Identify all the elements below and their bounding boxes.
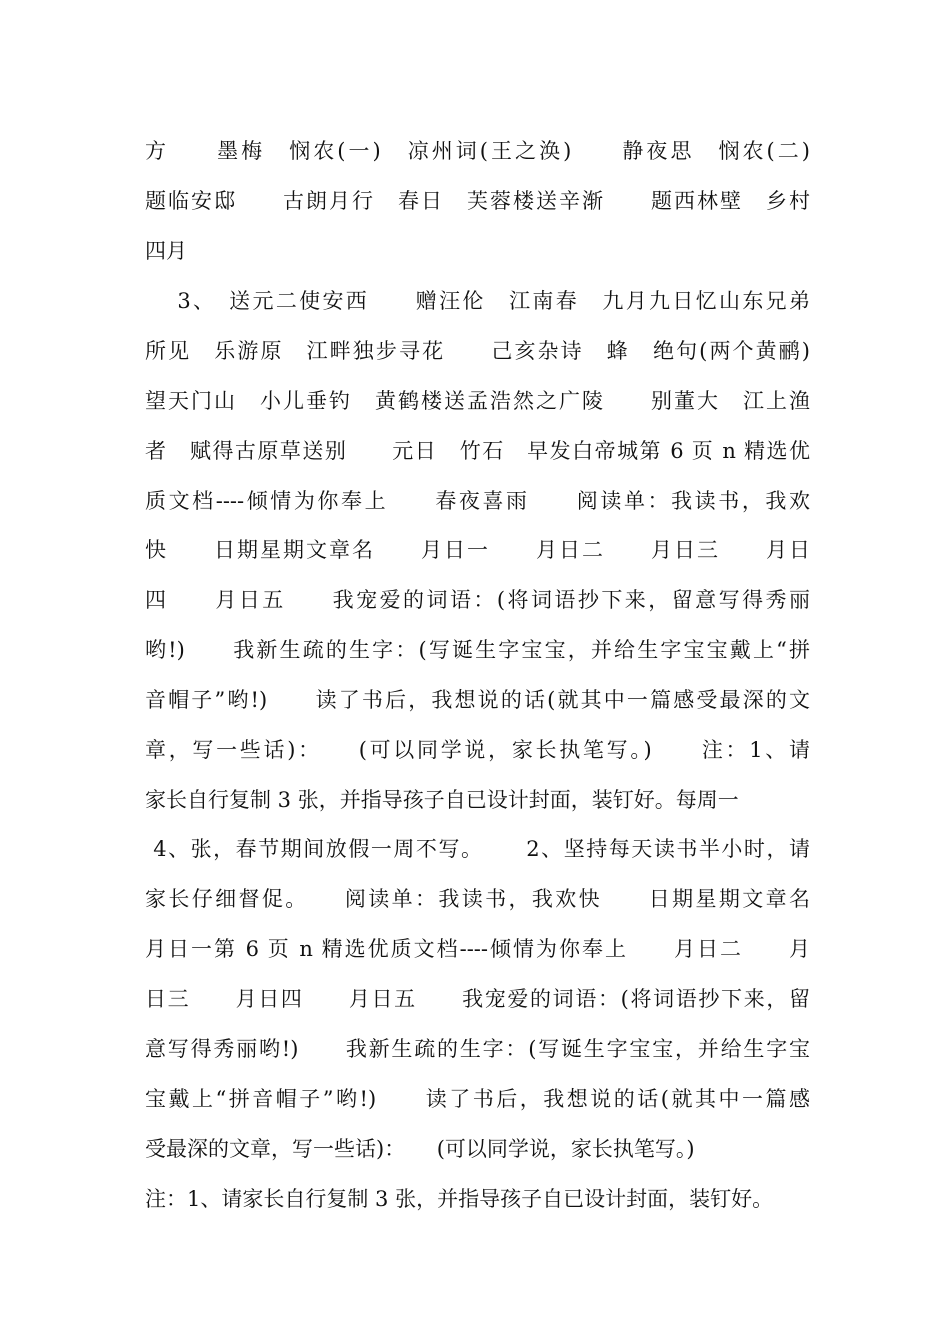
text-line: 望天门山 小儿垂钓 黄鹤楼送孟浩然之广陵 别董大 江上渔 (145, 389, 810, 413)
text-line: 快 日期星期文章名 月日一 月日二 月日三 月日 (145, 538, 810, 562)
text-line: 四月 (145, 239, 187, 263)
text-line: 质文档----倾情为你奉上 春夜喜雨 阅读单：我读书，我欢 (145, 489, 810, 513)
text-line: 音帽子”哟!) 读了书后，我想说的话(就其中一篇感受最深的文 (145, 688, 810, 712)
text-line: 者 赋得古原草送别 元日 竹石 早发白帝城第 6 页 n 精选优 (145, 439, 810, 463)
text-line: 月日一第 6 页 n 精选优质文档----倾情为你奉上 月日二 月 (145, 937, 810, 961)
text-line: 注：1、请家长自行复制 3 张，并指导孩子自已设计封面，装钉好。 (145, 1187, 774, 1211)
text-line: 四 月日五 我宠爱的词语：(将词语抄下来，留意写得秀丽 (145, 588, 810, 612)
text-line: 题临安邸 古朗月行 春日 芙蓉楼送辛渐 题西林壁 乡村 (145, 189, 810, 213)
text-line: 日三 月日四 月日五 我宠爱的词语：(将词语抄下来，留 (145, 987, 810, 1011)
text-line: 家长自行复制 3 张，并指导孩子自已设计封面，装钉好。每周一 (145, 788, 739, 812)
text-line: 3、 送元二使安西 赠汪伦 江南春 九月九日忆山东兄弟 (145, 289, 810, 313)
text-line: 所见 乐游原 江畔独步寻花 己亥杂诗 蜂 绝句(两个黄鹂) (145, 339, 810, 363)
text-line: 哟!) 我新生疏的生字：(写诞生字宝宝，并给生字宝宝戴上“拼 (145, 638, 810, 662)
text-line: 受最深的文章，写一些话)： (可以同学说，家长执笔写。) (145, 1137, 695, 1161)
text-line: 意写得秀丽哟!) 我新生疏的生字：(写诞生字宝宝，并给生字宝 (145, 1037, 810, 1061)
text-line: 宝戴上“拼音帽子”哟!) 读了书后，我想说的话(就其中一篇感 (145, 1087, 810, 1111)
text-line: 4、张，春节期间放假一周不写。 2、坚持每天读书半小时，请 (145, 837, 810, 861)
text-line: 家长仔细督促。 阅读单：我读书，我欢快 日期星期文章名 (145, 887, 810, 911)
text-line: 方 墨梅 悯农(一) 凉州词(王之涣) 静夜思 悯农(二) (145, 139, 810, 163)
text-line: 章，写一些话)： (可以同学说，家长执笔写。) 注：1、请 (145, 738, 810, 762)
